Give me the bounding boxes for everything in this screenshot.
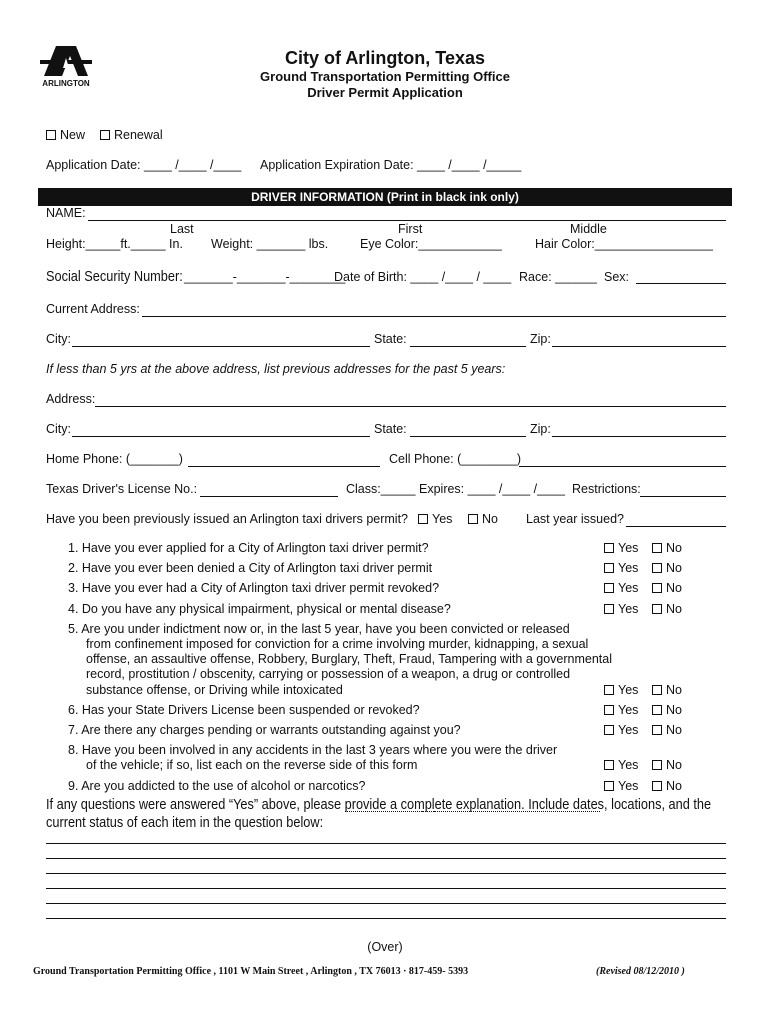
yes-checkbox[interactable] bbox=[604, 760, 614, 770]
no-checkbox[interactable] bbox=[652, 543, 662, 553]
question-text: 8. Have you been involved in any accidents in the last 3 years where you were the driver bbox=[68, 743, 558, 758]
footer-address: Ground Transportation Permitting Office , 1101 W Main Street , Arlington , TX 76013 · 817-459- 5393 bbox=[33, 966, 469, 977]
prev-permit-yes[interactable] bbox=[418, 512, 452, 526]
revised-date: (Revised 08/12/2010 ) bbox=[596, 966, 685, 977]
weight-field[interactable]: Weight: _______ lbs. bbox=[211, 237, 329, 251]
no-checkbox[interactable] bbox=[652, 705, 662, 715]
application-date[interactable]: Application Date: ____ /____ /____ bbox=[46, 158, 242, 172]
question-no[interactable] bbox=[652, 541, 682, 555]
yes-label: Yes bbox=[618, 778, 639, 793]
middle-caption: Middle bbox=[570, 222, 607, 236]
no-label: No bbox=[666, 601, 682, 616]
no-label: No bbox=[666, 702, 682, 717]
sex-label: Sex: bbox=[604, 270, 630, 284]
last-year-field[interactable] bbox=[626, 526, 726, 527]
city-field[interactable] bbox=[72, 346, 370, 347]
expires-field[interactable]: Expires: ____ /____ /____ bbox=[419, 482, 565, 496]
renewal-checkbox[interactable] bbox=[100, 130, 110, 140]
explanation-line[interactable] bbox=[46, 903, 726, 904]
yes-checkbox[interactable] bbox=[604, 725, 614, 735]
prev-permit-no[interactable] bbox=[468, 512, 498, 526]
question-text: 5. Are you under indictment now or, in the last 5 year, have you been convicted or released bbox=[68, 621, 570, 636]
dob-field[interactable]: Date of Birth: ____ /____ / ____ bbox=[334, 270, 512, 284]
city-field-2[interactable] bbox=[72, 436, 370, 437]
yes-label: Yes bbox=[432, 512, 453, 526]
yes-label: Yes bbox=[618, 541, 639, 555]
question-yes[interactable] bbox=[604, 602, 638, 616]
name-label: NAME: bbox=[46, 206, 86, 220]
hair-color-field[interactable]: Hair Color:_________________ bbox=[535, 237, 713, 251]
eye-color-field[interactable]: Eye Color:____________ bbox=[360, 237, 502, 251]
zip-label-2: Zip: bbox=[530, 422, 551, 436]
name-field[interactable] bbox=[88, 220, 726, 221]
zip-field-2[interactable] bbox=[552, 436, 726, 437]
question-no[interactable] bbox=[652, 602, 682, 616]
question-no[interactable] bbox=[652, 683, 682, 697]
question-yes[interactable] bbox=[604, 561, 638, 575]
yes-label: Yes bbox=[618, 601, 639, 616]
last-caption: Last bbox=[170, 222, 194, 236]
explanation-line[interactable] bbox=[46, 873, 726, 874]
new-checkbox[interactable] bbox=[46, 130, 56, 140]
yes-label: Yes bbox=[618, 702, 639, 717]
question-text-continued: offense, an assaultive offense, Robbery, Burglary, Theft, Fraud, Tampering with a governmental bbox=[86, 652, 612, 667]
previous-permit-question: Have you been previously issued an Arlington taxi drivers permit? bbox=[46, 512, 408, 526]
question-text-continued: substance offense, or Driving while intoxicated bbox=[86, 682, 343, 697]
state-label: State: bbox=[374, 332, 407, 346]
yes-checkbox[interactable] bbox=[604, 685, 614, 695]
question-yes[interactable] bbox=[604, 683, 638, 697]
license-field[interactable] bbox=[200, 496, 338, 497]
question-no[interactable] bbox=[652, 779, 682, 793]
ssn-field[interactable]: _______-_______-________ bbox=[184, 270, 346, 284]
previous-address-note: If less than 5 yrs at the above address, list previous addresses for the past 5 years: bbox=[46, 362, 506, 376]
question-yes[interactable] bbox=[604, 758, 638, 772]
yes-checkbox[interactable] bbox=[604, 705, 614, 715]
yes-label: Yes bbox=[618, 581, 639, 596]
question-text: 4. Do you have any physical impairment, physical or mental disease? bbox=[68, 601, 451, 616]
class-field[interactable]: Class:_____ bbox=[346, 482, 416, 496]
yes-checkbox[interactable] bbox=[604, 583, 614, 593]
question-text: 1. Have you ever applied for a City of Arlington taxi driver permit? bbox=[68, 541, 429, 555]
question-no[interactable] bbox=[652, 703, 682, 717]
question-text: 7. Are there any charges pending or warrants outstanding against you? bbox=[68, 723, 461, 737]
prev-permit-yes-checkbox[interactable] bbox=[418, 514, 428, 524]
yes-label: Yes bbox=[618, 682, 639, 697]
question-yes[interactable] bbox=[604, 723, 638, 737]
state-field-2[interactable] bbox=[410, 436, 526, 437]
no-label: No bbox=[482, 512, 498, 526]
no-checkbox[interactable] bbox=[652, 604, 662, 614]
zip-field[interactable] bbox=[552, 346, 726, 347]
height-field[interactable]: Height:_____ft._____ In. bbox=[46, 237, 183, 251]
prev-permit-no-checkbox[interactable] bbox=[468, 514, 478, 524]
page-title: City of Arlington, Texas bbox=[284, 48, 485, 68]
explanation-line[interactable] bbox=[46, 858, 726, 859]
question-text: 9. Are you addicted to the use of alcohol or narcotics? bbox=[68, 778, 366, 793]
cell-phone-field[interactable] bbox=[519, 466, 726, 467]
renewal-option[interactable] bbox=[100, 128, 163, 142]
first-caption: First bbox=[398, 222, 423, 236]
no-label: No bbox=[666, 723, 682, 737]
city-label: City: bbox=[46, 332, 71, 346]
no-checkbox[interactable] bbox=[652, 583, 662, 593]
restrictions-label: Restrictions: bbox=[572, 482, 641, 496]
renewal-label: Renewal bbox=[114, 128, 163, 142]
last-year-label: Last year issued? bbox=[526, 512, 624, 526]
no-label: No bbox=[666, 758, 682, 773]
race-field[interactable]: Race: ______ bbox=[519, 270, 597, 284]
no-checkbox[interactable] bbox=[652, 760, 662, 770]
zip-label: Zip: bbox=[530, 332, 551, 346]
yes-label: Yes bbox=[618, 758, 639, 773]
no-checkbox[interactable] bbox=[652, 563, 662, 573]
question-yes[interactable] bbox=[604, 541, 638, 555]
yes-checkbox[interactable] bbox=[604, 781, 614, 791]
current-address-field[interactable] bbox=[142, 316, 726, 317]
over-note: (Over) bbox=[367, 940, 403, 954]
home-phone-label: Home Phone: (_______) bbox=[46, 452, 183, 466]
question-text: 2. Have you ever been denied a City of Arlington taxi driver permit bbox=[68, 561, 433, 576]
form-name: Driver Permit Application bbox=[307, 85, 463, 100]
state-field[interactable] bbox=[410, 346, 526, 347]
explain-line-2: current status of each item in the question below: bbox=[46, 814, 324, 831]
sex-field[interactable] bbox=[636, 283, 726, 284]
cell-phone-label: Cell Phone: (________) bbox=[389, 452, 522, 466]
explanation-line[interactable] bbox=[46, 888, 726, 889]
city-label-2: City: bbox=[46, 422, 71, 436]
explanation-line[interactable] bbox=[46, 843, 726, 844]
expiration-date[interactable]: Application Expiration Date: ____ /____ /_____ bbox=[260, 158, 522, 172]
yes-checkbox[interactable] bbox=[604, 543, 614, 553]
no-checkbox[interactable] bbox=[652, 781, 662, 791]
yes-checkbox[interactable] bbox=[604, 604, 614, 614]
state-label-2: State: bbox=[374, 422, 407, 436]
question-no[interactable] bbox=[652, 758, 682, 772]
address-field[interactable] bbox=[95, 406, 726, 407]
question-yes[interactable] bbox=[604, 581, 638, 595]
question-no[interactable] bbox=[652, 581, 682, 595]
ssn-label: Social Security Number: bbox=[46, 268, 183, 285]
question-text: 3. Have you ever had a City of Arlington taxi driver permit revoked? bbox=[68, 581, 440, 596]
yes-label: Yes bbox=[618, 723, 639, 737]
question-text-continued: record, prostitution / obscenity, carrying or possession of a weapon, a drug or controlled bbox=[86, 667, 571, 682]
new-label: New bbox=[60, 128, 86, 142]
current-address-label: Current Address: bbox=[46, 302, 140, 316]
no-label: No bbox=[666, 581, 682, 596]
question-yes[interactable] bbox=[604, 779, 638, 793]
question-text-continued: from confinement imposed for conviction for a crime involving murder, kidnapping, a sexual bbox=[86, 637, 589, 651]
no-label: No bbox=[666, 561, 682, 576]
logo-text: ARLINGTON bbox=[42, 79, 90, 88]
no-label: No bbox=[666, 778, 682, 793]
no-checkbox[interactable] bbox=[652, 685, 662, 695]
question-text-continued: of the vehicle; if so, list each on the reverse side of this form bbox=[86, 758, 418, 773]
yes-checkbox[interactable] bbox=[604, 563, 614, 573]
address-label: Address: bbox=[46, 392, 96, 406]
question-text: 6. Has your State Drivers License been suspended or revoked? bbox=[68, 702, 420, 717]
office-name: Ground Transportation Permitting Office bbox=[260, 69, 510, 84]
no-label: No bbox=[666, 682, 682, 697]
question-no[interactable] bbox=[652, 723, 682, 737]
yes-label: Yes bbox=[618, 561, 639, 576]
restrictions-field[interactable] bbox=[640, 496, 726, 497]
section-header: DRIVER INFORMATION (Print in black ink only) bbox=[38, 188, 732, 206]
explanation-line[interactable] bbox=[46, 918, 726, 919]
explain-line-1: If any questions were answered “Yes” above, please provide a complete explanation. Include dates, locations, and the bbox=[46, 796, 712, 813]
question-no[interactable] bbox=[652, 561, 682, 575]
no-checkbox[interactable] bbox=[652, 725, 662, 735]
license-label: Texas Driver's License No.: bbox=[46, 482, 198, 496]
home-phone-field[interactable] bbox=[188, 466, 380, 467]
question-yes[interactable] bbox=[604, 703, 638, 717]
new-option[interactable] bbox=[46, 128, 85, 142]
no-label: No bbox=[666, 541, 682, 555]
